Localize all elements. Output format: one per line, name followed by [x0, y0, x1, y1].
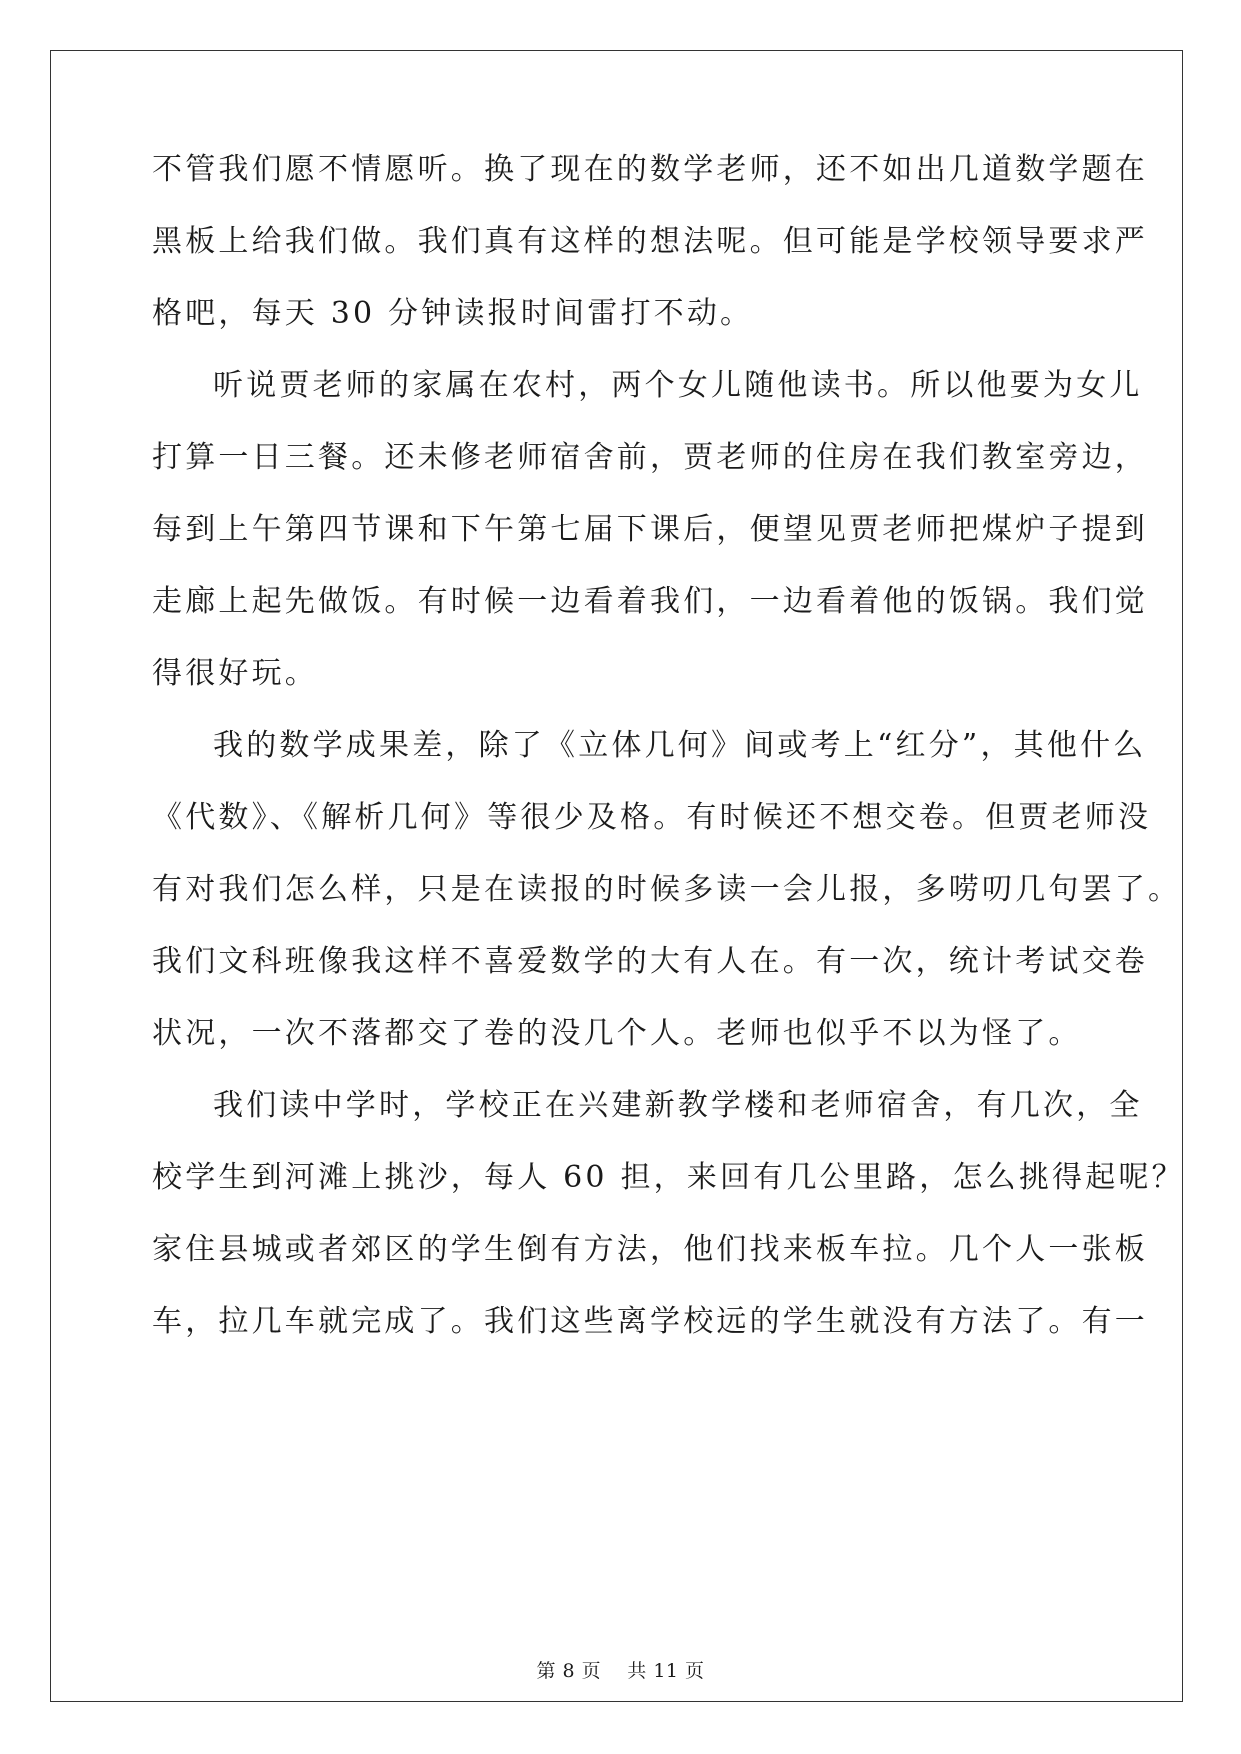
paragraph-line: 打算一日三餐。还未修老师宿舍前，贾老师的住房在我们教室旁边， [152, 440, 1148, 475]
paragraph-line: 我的数学成果差，除了《立体几何》间或考上“红分”，其他什么 [213, 728, 1147, 763]
paragraph-line: 得很好玩。 [152, 656, 318, 691]
paragraph-line: 走廊上起先做饭。有时候一边看着我们，一边看着他的饭锅。我们觉 [152, 584, 1148, 619]
paragraph-line: 车，拉几车就完成了。我们这些离学校远的学生就没有方法了。有一 [152, 1304, 1148, 1339]
paragraph-line: 我们读中学时，学校正在兴建新教学楼和老师宿舍，有几次，全 [213, 1088, 1143, 1123]
paragraph-line: 黑板上给我们做。我们真有这样的想法呢。但可能是学校领导要求严 [152, 224, 1148, 259]
paragraph-line: 校学生到河滩上挑沙，每人 60 担，来回有几公里路，怎么挑得起呢？ [152, 1160, 1185, 1195]
paragraph-line: 格吧，每天 30 分钟读报时间雷打不动。 [152, 296, 754, 331]
paragraph-line: 状况，一次不落都交了卷的没几个人。老师也似乎不以为怪了。 [152, 1016, 1082, 1051]
paragraph-line: 《代数》、《解析几何》等很少及格。有时候还不想交卷。但贾老师没 [152, 800, 1152, 835]
paragraph-line: 有对我们怎么样，只是在读报的时候多读一会儿报，多唠叨几句罢了。 [152, 872, 1182, 907]
paragraph-line: 家住县城或者郊区的学生倒有方法，他们找来板车拉。几个人一张板 [152, 1232, 1148, 1267]
paragraph-line: 每到上午第四节课和下午第七届下课后，便望见贾老师把煤炉子提到 [152, 512, 1148, 547]
page-number: 第 8 页 [536, 1660, 602, 1682]
page-total: 共 11 页 [627, 1660, 705, 1682]
paragraph-line: 不管我们愿不情愿听。换了现在的数学老师，还不如出几道数学题在 [152, 152, 1148, 187]
paragraph-line: 我们文科班像我这样不喜爱数学的大有人在。有一次，统计考试交卷 [152, 944, 1148, 979]
paragraph-line: 听说贾老师的家属在农村，两个女儿随他读书。所以他要为女儿 [213, 368, 1143, 403]
page-footer [0, 1660, 1241, 1682]
